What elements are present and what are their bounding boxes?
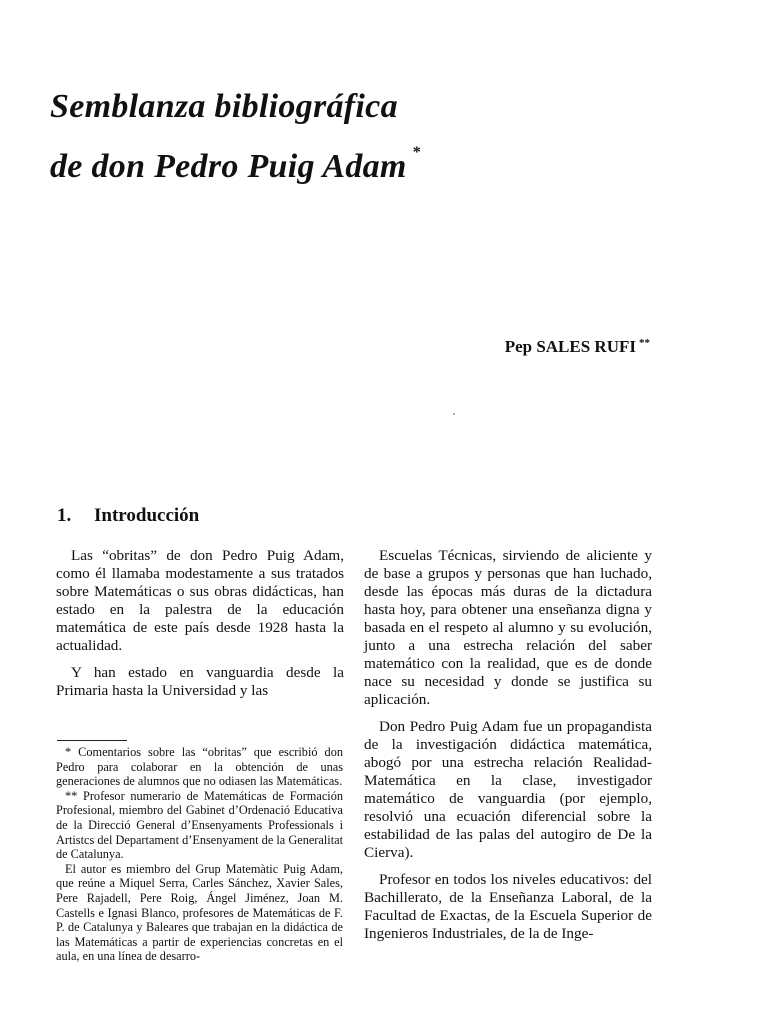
left-column — [56, 547, 344, 700]
right-paragraph-2: Don Pedro Puig Adam fue un propagandista de la investigación didáctica matemática, abogó por una estrecha relación Realidad-Matemática en la clase, investigador matemático de vanguardia (por ejemplo, resolvió una ecuación diferencial sobre la estabilidad de las palas del autogiro de De la Cierva). — [364, 718, 652, 861]
footnotes — [56, 745, 343, 964]
footnote-3: El autor es miembro del Grup Matemàtic Puig Adam, que reúne a Miquel Serra, Carles Sánchez, Xavier Sales, Pere Rajadell, Pere Roig, Ángel Jiménez, Joan M. Castells e Ignasi Blanco, profesores de Matemáticas de F. P. de Catalunya y Baleares que trabajan en la didáctica de las Matemáticas a partir de experiencias concretas en el aula, en una línea de desarro- — [56, 861, 343, 964]
title-line-2-text: de don Pedro Puig Adam — [50, 148, 407, 185]
right-column — [364, 547, 652, 943]
right-paragraph-1: Escuelas Técnicas, sirviendo de aliciente y de base a grupos y personas que han luchado, desde las épocas más duras de la dictadura hasta hoy, para obtener una enseñanza digna y basada en el respeto al alumno y su evolución, junto a una estrecha relación del saber matemático con la realidad, que es de donde nace su necesidad y donde se justifica su aplicación. — [364, 547, 652, 708]
left-paragraph-1: Las “obritas” de don Pedro Puig Adam, como él llamaba modestamente a sus tratados sobre Matemáticas o sus obras didácticas, han estado en la palestra de la educación matemática de este país desde 1928 hasta la actualidad. — [56, 547, 344, 654]
footnote-1: * Comentarios sobre las “obritas” que escribió don Pedro para colaborar en la obtención de unas generaciones de alumnos que no odiasen las Matemáticas. — [56, 745, 343, 789]
title-line-2 — [50, 130, 670, 190]
author-byline — [505, 337, 650, 357]
right-paragraph-3: Profesor en todos los niveles educativos: del Bachillerato, de la Enseñanza Laboral, de la Facultad de Exactas, de la Escuela Superior de Ingenieros Industriales, de la de Inge- — [364, 871, 652, 942]
left-paragraph-2: Y han estado en vanguardia desde la Primaria hasta la Universidad y las — [56, 664, 344, 699]
section-heading — [57, 505, 199, 527]
article-title — [50, 84, 670, 190]
author-footnote-mark: ** — [639, 337, 650, 349]
footnote-divider — [57, 740, 127, 741]
scan-speck — [453, 413, 455, 415]
title-line-1: Semblanza bibliográfica — [50, 88, 398, 125]
section-number: 1. — [57, 505, 72, 526]
footnote-2: ** Profesor numerario de Matemáticas de Formación Profesional, miembro del Gabinet d’Ordenació Educativa de la Direcció General d’Ensenyaments Professionals i Artistcs del Departament d’Ensenyament de la Generalitat de Catalunya. — [56, 788, 343, 862]
author-name: Pep SALES RUFI — [504, 337, 636, 356]
section-title: Introducción — [94, 505, 200, 526]
title-footnote-mark: * — [412, 144, 421, 161]
